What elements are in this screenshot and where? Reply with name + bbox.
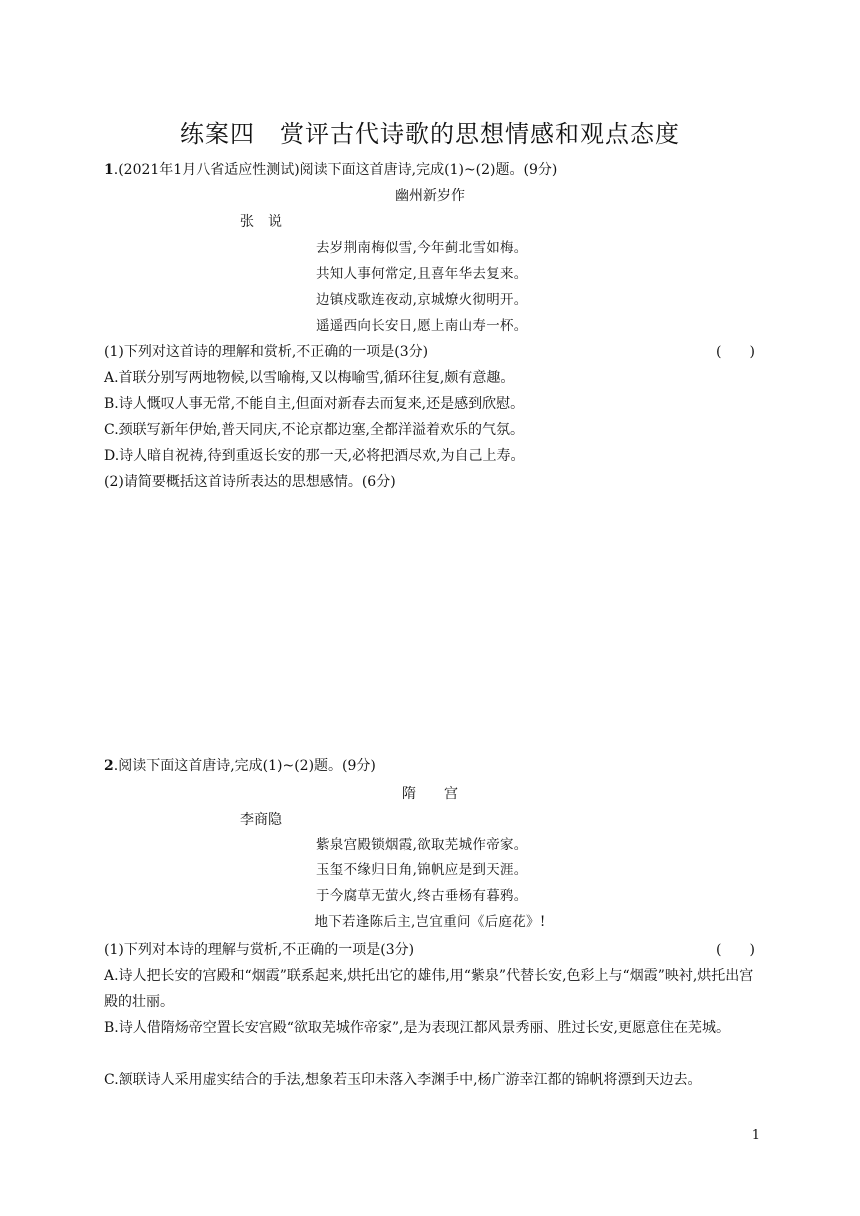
poem-2-verse: 紫泉宫殿锁烟霞,欲取芜城作帝家。: [316, 837, 528, 853]
poem-1-verse: 遥遥西向长安日,愿上南山寿一杯。: [316, 318, 528, 334]
option-a: A.首联分别写两地物候,以雪喻梅,又以梅喻雪,循环往复,颇有意趣。: [104, 370, 515, 386]
option-d: D.诗人暗自祝祷,待到重返长安的那一天,必将把酒尽欢,为自己上寿。: [104, 448, 525, 464]
answer-blank: ( ): [716, 344, 755, 360]
poem-2-author: 李商隐: [240, 812, 282, 828]
poem-1-author: 张 说: [240, 214, 282, 230]
page-number: 1: [751, 1128, 760, 1143]
option-b: B.诗人借隋炀帝空置长安宫殿“欲取芜城作帝家”,是为表现江都风景秀丽、胜过长安,更愿意住在芜城。: [104, 1020, 730, 1036]
poem-1-verse: 边镇戍歌连夜动,京城燎火彻明开。: [316, 292, 528, 308]
page-title: 练案四 赏评古代诗歌的思想情感和观点态度: [180, 120, 680, 148]
poem-2-verse: 地下若逢陈后主,岂宜重问《后庭花》!: [314, 914, 546, 930]
option-a: A.诗人把长安的宫殿和“烟霞”联系起来,烘托出它的雄伟,用“紫泉”代替长安,色彩上与“烟霞”映衬,烘托出宫殿的壮丽。: [104, 968, 754, 1010]
question-2-intro: [104, 756, 376, 776]
question-2-sub-1: (1)下列对本诗的理解与赏析,不正确的一项是(3分): [104, 942, 415, 958]
question-1-intro-text: .(2021年1月八省适应性测试)阅读下面这首唐诗,完成(1)~(2)题。(9分): [113, 162, 558, 178]
question-2-number: 2: [104, 758, 114, 774]
answer-blank: ( ): [716, 942, 755, 958]
poem-1-title: 幽州新岁作: [395, 188, 465, 204]
option-b: B.诗人慨叹人事无常,不能自主,但面对新春去而复来,还是感到欣慰。: [104, 396, 525, 412]
poem-2-verse: 玉玺不缘归日角,锦帆应是到天涯。: [316, 862, 528, 878]
option-c: C.颈联写新年伊始,普天同庆,不论京都边塞,全都洋溢着欢乐的气氛。: [104, 422, 525, 438]
question-1-sub-2: (2)请简要概括这首诗所表达的思想感情。(6分): [104, 474, 396, 490]
poem-2-title: 隋 宫: [402, 786, 458, 802]
poem-2-verse: 于今腐草无萤火,终古垂杨有暮鸦。: [316, 888, 528, 904]
question-1-sub-1: (1)下列对这首诗的理解和赏析,不正确的一项是(3分): [104, 344, 429, 360]
question-1-number: 1: [104, 162, 114, 178]
poem-1-verse: 共知人事何常定,且喜年华去复来。: [316, 266, 528, 282]
poem-1-verse: 去岁荆南梅似雪,今年蓟北雪如梅。: [316, 240, 528, 256]
question-1-intro: [104, 160, 557, 180]
option-c: C.颔联诗人采用虚实结合的手法,想象若玉印未落入李渊手中,杨广游幸江都的锦帆将漂到天边去。: [104, 1072, 702, 1088]
question-2-intro-text: .阅读下面这首唐诗,完成(1)~(2)题。(9分): [113, 758, 376, 774]
